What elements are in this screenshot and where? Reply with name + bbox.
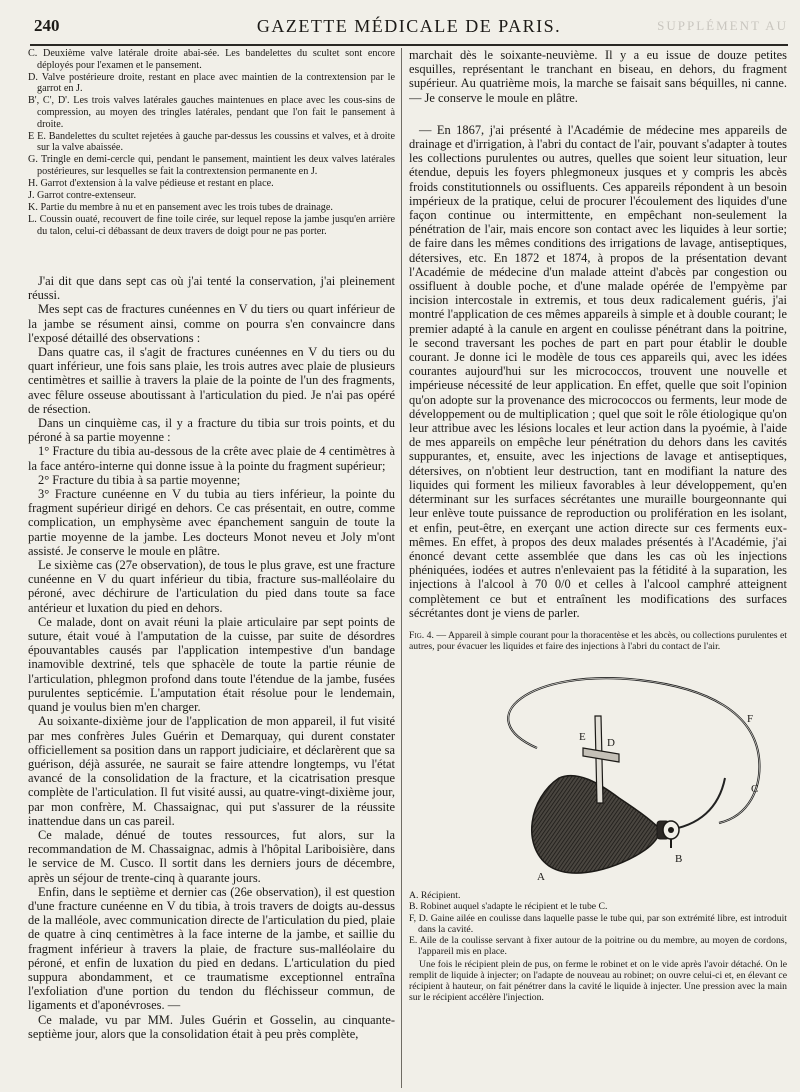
paragraph: Dans quatre cas, il s'agit de fractures cunéennes en V du tiers ou du quart inférieur, une fois sans plaie, les trois autres avec plaie de plusieurs centimètres et saillie à travers la plaie de la pointe de l'un des fragments, avec fêlure osseuse aboutissant à l'articulation du pied. Je n'ai pas opéré de résection.	[28, 345, 395, 416]
legend-item: H. Garrot d'extension à la valve pédieuse et restant en place.	[28, 178, 274, 190]
fig-label-d: D	[607, 737, 615, 750]
legend-item: G. Tringle en demi-cercle qui, pendant le pansement, maintient les deux valves latérales postérieures, sur lesquelles se fait la contrextension permanente en J.	[28, 154, 395, 177]
paragraph: Le sixième cas (27e observation), de tous le plus grave, est une fracture cunéenne en V du quart inférieur du tibia, fracture sus-malléolaire du péroné, avec déchirure de l'articulation du pied dans toute sa face antérieur et luxation du pied en dehors.	[28, 558, 395, 615]
page-number: 240	[34, 16, 60, 35]
fig-label-f: F	[747, 713, 754, 726]
figure-caption	[409, 630, 787, 652]
paragraph: marchait dès le soixante-neuvième. Il y a eu issue de douze petites esquilles, représentant le tranchant en biseau, en dehors, du fragment supérieur. Au quatrième mois, la marche se faisait sans béquilles, ni canne. — Je conserve le moule en plâtre.	[409, 48, 787, 105]
page-header	[30, 14, 788, 46]
figure-key-item: F, D. Gaine ailée en coulisse dans laquelle passe le tube qui, par son extrémité libre, est introduit dans la cavité.	[409, 912, 787, 935]
paragraph: 2° Fracture du tibia à sa partie moyenne;	[38, 472, 241, 487]
left-column	[28, 48, 395, 1088]
figure-label: Fig. 4.	[409, 629, 434, 641]
right-column	[409, 48, 787, 1088]
paragraph: Enfin, dans le septième et dernier cas (26e observation), il est question d'une fracture cunéenne en V du tibia, à trois travers de doigts au-dessus de la malléole, avec communication directe de l'articulation du pied, plaie de quatre à cinq centimètres à la face interne de la jambe, et saillie du fragment inférieur à travers la plaie, de fracture sus-malléolaire du péroné, et enfin de luxation du pied en dedans. L'articulation du pied suppura abondamment, et ce traumatisme exceptionnel entraîna l'exfoliation d'une portion du tendon du fléchisseur commun, de ligaments et d'aponévroses. —	[28, 884, 395, 1013]
paragraph: J'ai dit que dans sept cas où j'ai tenté la conservation, j'ai pleinement réussi.	[28, 274, 395, 303]
apparatus-drawing	[409, 658, 787, 884]
fig-label-b: B	[675, 853, 683, 866]
figure-key-item: E. Aile de la coulisse servant à fixer autour de la poitrine ou du membre, au moyen de cordons, l'appareil mis en place.	[409, 934, 787, 957]
column-divider	[401, 48, 402, 1088]
journal-title: GAZETTE MÉDICALE DE PARIS.	[256, 16, 562, 36]
fig-label-a: A	[537, 871, 545, 884]
paragraph: 1° Fracture du tibia au-dessous de la crête avec plaie de 4 centimètres à la face antéro-interne qui donne issue à la pointe du fragment supérieur;	[28, 444, 395, 473]
figure-key-item: B. Robinet auquel s'adapte le récipient et le tube C.	[409, 901, 608, 913]
legend-item: E E. Bandelettes du scultet rejetées à gauche par-dessus les coussins et valves, et à droite sur la valve abaissée.	[28, 130, 395, 154]
figure-caption-text: — Appareil à simple courant pour la thoracentèse et les abcès, ou collections purulentes et autres, pour évacuer les liquides et faire des injections à l'abri du contact de l'air.	[409, 629, 787, 653]
figure-key-item: A. Récipient.	[409, 890, 461, 902]
figure-illustration	[409, 658, 787, 884]
fig-label-c: C	[751, 783, 759, 796]
figure-legend-list	[28, 48, 395, 238]
figure-key	[409, 890, 787, 957]
legend-item: C. Deuxième valve latérale droite abai-sée. Les bandelettes du scultet sont encore déployés pour l'examen et le pansement.	[28, 48, 395, 71]
figure-usage-note: Une fois le récipient plein de pus, on ferme le robinet et on le vide après l'avoir détaché. On le remplit de liquide à injecter; on l'adapte de nouveau au robinet; on ouvre celui-ci et, en élevant ce récipient à hauteur, on fait pénétrer dans la cavité le liquide à injecter. Une pression avec la main sur le récipient accélère l'injection.	[409, 958, 787, 1004]
legend-item: B', C', D'. Les trois valves latérales gauches maintenues en place avec les cous-sins de compression, au moyen des tringles latérales, pendant que l'on fait le pansement à droite.	[28, 95, 395, 130]
paragraph: Ce malade, vu par MM. Jules Guérin et Gosselin, au cinquante-septième jour, alors que la consolidation était à peu près complète,	[28, 1012, 395, 1041]
paragraph: Ce malade, dont on avait réuni la plaie articulaire par sept points de suture, était voué à l'amputation de la cuisse, par suite de désordres épouvantables causés par l'application intempestive d'un bandage inamovible dextriné, tels que sphacèle de toute la partie réunie de l'articulation, phlegmon profond dans toute l'étendue de la jambe, fusées purulentes septicémie. L'amputation était résolue pour le lendemain, quand je voulus bien m'en charger.	[28, 614, 395, 715]
paragraph: Mes sept cas de fractures cunéennes en V du tiers ou quart inférieur de la jambe se résument ainsi, comme on pourra s'en convaincre dans l'exposé détaillé des observations :	[28, 302, 395, 345]
legend-item: L. Coussin ouaté, recouvert de fine toile cirée, sur lequel repose la jambe jusqu'en arrière du talon, celui-ci débassant de deux travers de doigt pour ne pas porter.	[28, 214, 395, 237]
paragraph: 3° Fracture cunéenne en V du tubia au tiers inférieur, la pointe du fragment supérieur dirigé en dehors. Ce cas présentait, en outre, comme complication, un emphysème avec épanchement sanguin de toute la partie moyenne de la jambe. Les docteurs Monot neveu et Joly m'ont assisté. Je conserve le moule en plâtre.	[28, 487, 395, 558]
paragraph: Ce malade, dénué de toutes ressources, fut alors, sur la recommandation de M. Chassaignac, admis à l'hôpital Lariboisière, dans le service de M. Cusco. Il sortit dans les derniers jours de décembre, après un séjour de trente-cinq à quarante jours.	[28, 827, 395, 885]
legend-item: J. Garrot contre-extenseur.	[28, 190, 137, 202]
legend-item: D. Valve postérieure droite, restant en place avec maintien de la contrextension par le garrot en J.	[28, 71, 395, 95]
bleed-through-text: SUPPLÉMENT AU	[657, 18, 788, 33]
legend-item: K. Partie du membre à nu et en pansement avec les trois tubes de drainage.	[28, 202, 333, 214]
paragraph: Au soixante-dixième jour de l'application de mon appareil, il fut visité par mes confrères Jules Guérin et Demarquay, qui durent constater officiellement sa position dans un rapport judiciaire, et déclarèrent que sa guérison, déjà assurée, ne saurait se faire attendre longtemps, vu l'état avancé de la consolidation de la fracture, et la cicatrisation presque complète de l'articulation. Il fut visité aussi, au quatre-vingt-dixième jour, par mon confrère, M. Chassaignac, qui put s'assurer de la réussite inattendue dans un cas pareil.	[28, 714, 395, 828]
paragraph: Dans un cinquième cas, il y a fracture du tibia sur trois points, et du péroné à sa partie moyenne :	[28, 416, 395, 445]
fig-label-e: E	[579, 731, 586, 744]
paragraph: — En 1867, j'ai présenté à l'Académie de médecine mes appareils de drainage et d'irrigation, à l'abri du contact de l'air, pouvant s'adapter à toutes les collections purulentes ou autres, quelles que soient leur situation, leur étendue, depuis les foyers phlegmoneux jusques et y compris les abcès froids constitutionnels ou ossifluents. Ces appareils répondent à un besoin impérieux de la pratique, celui de procurer l'écoulement des liquides d'une façon continue ou intermittente, en empêchant non-seulement la pénétration de l'air, mais encore son contact avec les liquides à leur sortie; de faire dans les mêmes conditions des irrigations de lavage, antiseptiques, détersives, etc. En 1872 et 1874, à propos de la présentation devant l'Académie de médecine d'un malade atteint d'abcès par congestion ou ossifluent à double poche, et d'une malade opérée de l'empyème par incision intercostale in extremis, et tous deux radicalement guéris, j'ai montré l'application de ces mêmes appareils à simple et à double courant; le premier adapté à la canule en argent en coulisse pénétrant dans la poitrine, le second traversant les poches de part en part pour établir le double courant. Je donne ici le modèle de tous ces appareils qui, avec les idées courantes aujourd'hui sur les micrococcos, trouvent une nouvelle et impérieuse nécessité de leur application. En effet, quelle que soit l'opinion qu'on adopte sur la provenance des micrococcos ou ferments, leur mode de développement ou de multiplication ; quel que soit le rôle étiologique qu'on leur attribue avec les lésions locales et leur action dans la pyoémie, à l'aide de mes appareils on empêche leur pénétration du dehors dans les cavités suppurantes, et, ensuite, avec les injections de lavage et antiseptiques, détersives, on n'obtient leur destruction, tant en modifiant la nature des liquides qui forment les milieux favorables à leur développement, qu'en déterminant sur les surfaces sécrétantes une muraille bourgeonnante qui leur enlève toute puissance de reproduction ou prolifération en les isolant, et enfin, peut-être, en exerçant une action directe sur ces ferments eux-mêmes. En effet, à propos des deux malades présentés à l'Académie, j'ai énoncé devant cette assemblée que dans les cas où les injections phéniquées, iodées et autres n'enlevaient pas la fétidité à la suparation, les injections à l'alcool à 70 0/0 et celles à l'alcool camphré atteignent complètement ce but et entraînent les modifications des surfaces sécrétantes dont je viens de parler.	[409, 122, 787, 620]
